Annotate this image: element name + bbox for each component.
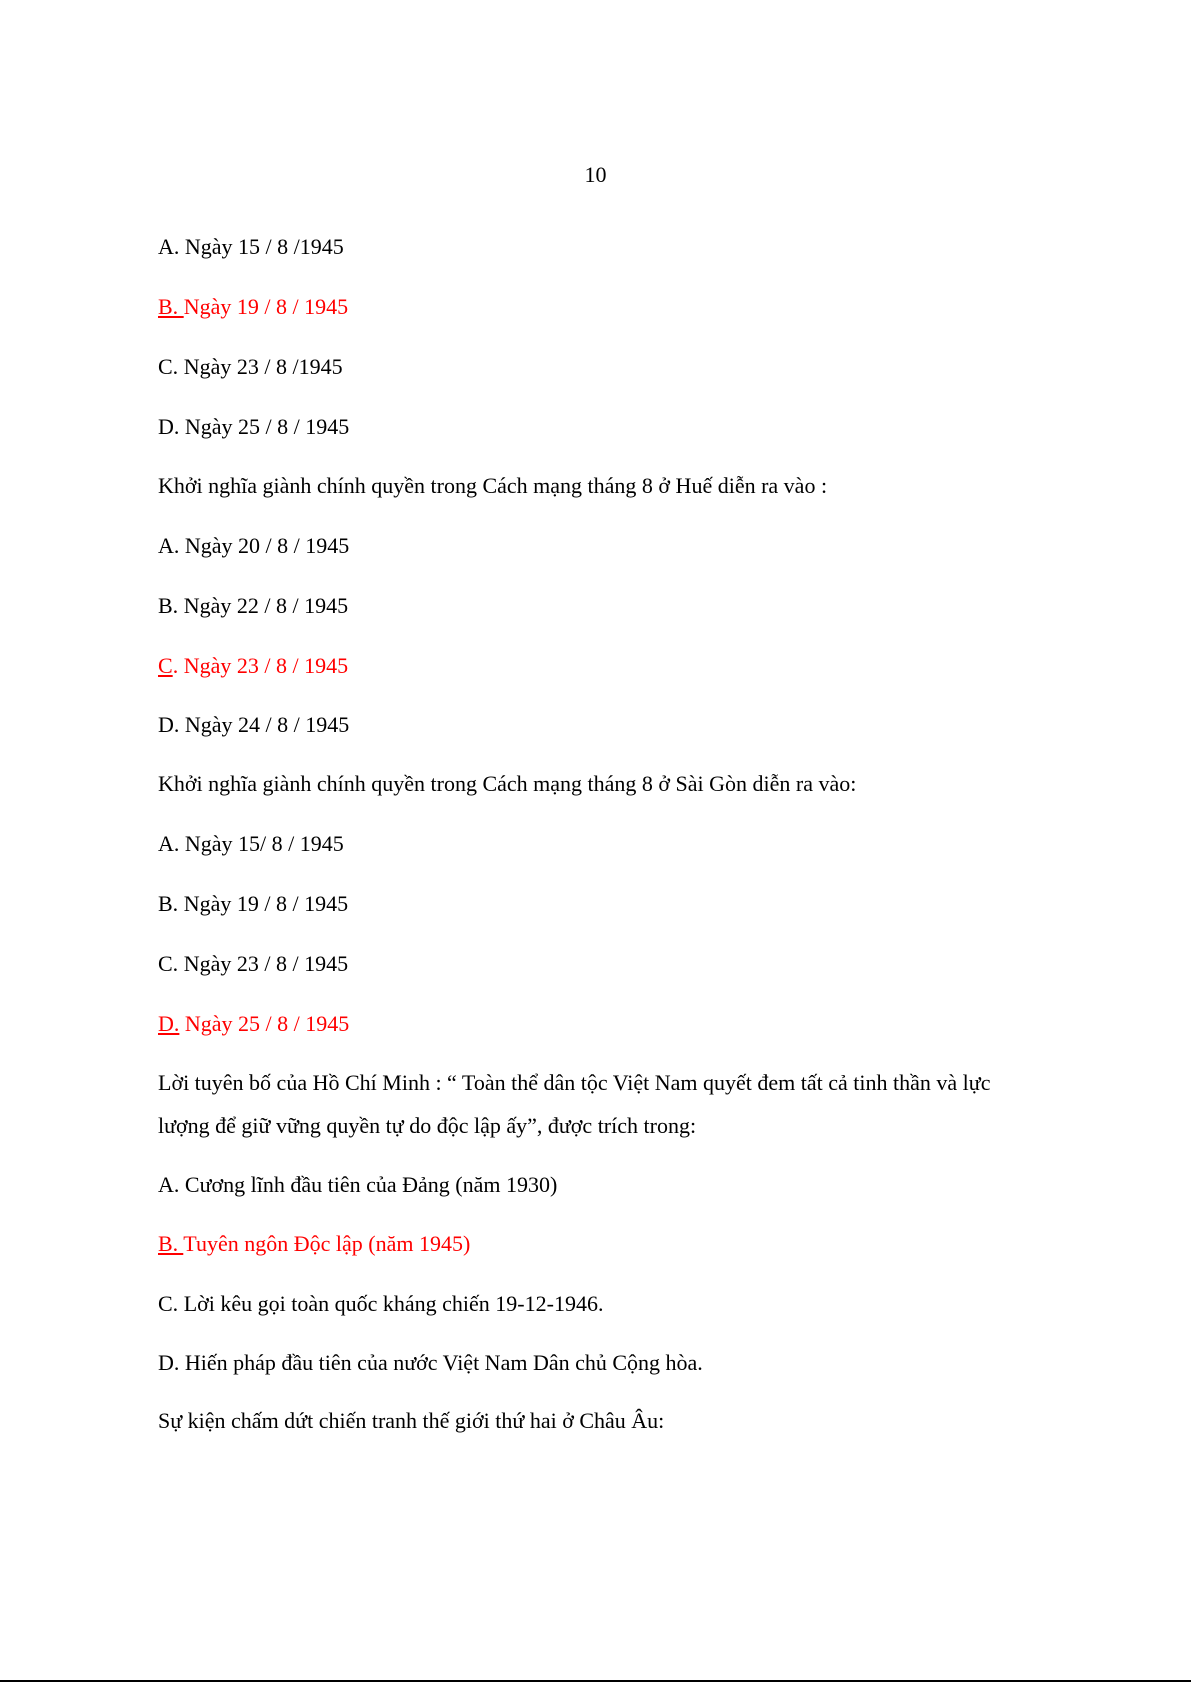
q4-option-d: D. Hiến pháp đầu tiên của nước Việt Nam Dân chủ Cộng hòa. — [158, 1350, 703, 1375]
q2-option-c-correct: C. Ngày 23 / 8 / 1945 — [158, 653, 349, 678]
q3-option-b: B. Ngày 19 / 8 / 1945 — [158, 891, 349, 916]
q4-option-a: A. Cương lĩnh đầu tiên của Đảng (năm 1930) — [158, 1172, 558, 1197]
q3-option-a: A. Ngày 15/ 8 / 1945 — [158, 831, 344, 856]
q2-option-d: D. Ngày 24 / 8 / 1945 — [158, 712, 350, 737]
q2-option-b: B. Ngày 22 / 8 / 1945 — [158, 593, 349, 618]
q5-question: Sự kiện chấm dứt chiến tranh thế giới thứ hai ở Châu Âu: — [158, 1408, 665, 1433]
q4-question-line-2: lượng để giữ vững quyền tự do độc lập ấy”, được trích trong: — [158, 1113, 697, 1138]
q1-option-a: A. Ngày 15 / 8 /1945 — [158, 234, 344, 259]
q4-option-c: C. Lời kêu gọi toàn quốc kháng chiến 19-12-1946. — [158, 1291, 604, 1316]
q2-option-a: A. Ngày 20 / 8 / 1945 — [158, 533, 350, 558]
q1-option-c: C. Ngày 23 / 8 /1945 — [158, 354, 343, 379]
q1-option-d: D. Ngày 25 / 8 / 1945 — [158, 414, 350, 439]
q1-option-b-correct: B. Ngày 19 / 8 / 1945 — [158, 294, 349, 319]
page-bottom-rule — [0, 1680, 1191, 1682]
q4-question-line-1: Lời tuyên bố của Hồ Chí Minh : “ Toàn thể dân tộc Việt Nam quyết đem tất cả tinh thần và lực — [158, 1070, 991, 1095]
q2-question: Khởi nghĩa giành chính quyền trong Cách mạng tháng 8 ở Huế diễn ra vào : — [158, 473, 828, 498]
page-number: 10 — [584, 162, 607, 187]
q3-option-c: C. Ngày 23 / 8 / 1945 — [158, 951, 349, 976]
q4-option-b-correct: B. Tuyên ngôn Độc lập (năm 1945) — [158, 1231, 471, 1256]
q3-question: Khởi nghĩa giành chính quyền trong Cách mạng tháng 8 ở Sài Gòn diễn ra vào: — [158, 771, 857, 796]
q3-option-d-correct: D. Ngày 25 / 8 / 1945 — [158, 1011, 350, 1036]
